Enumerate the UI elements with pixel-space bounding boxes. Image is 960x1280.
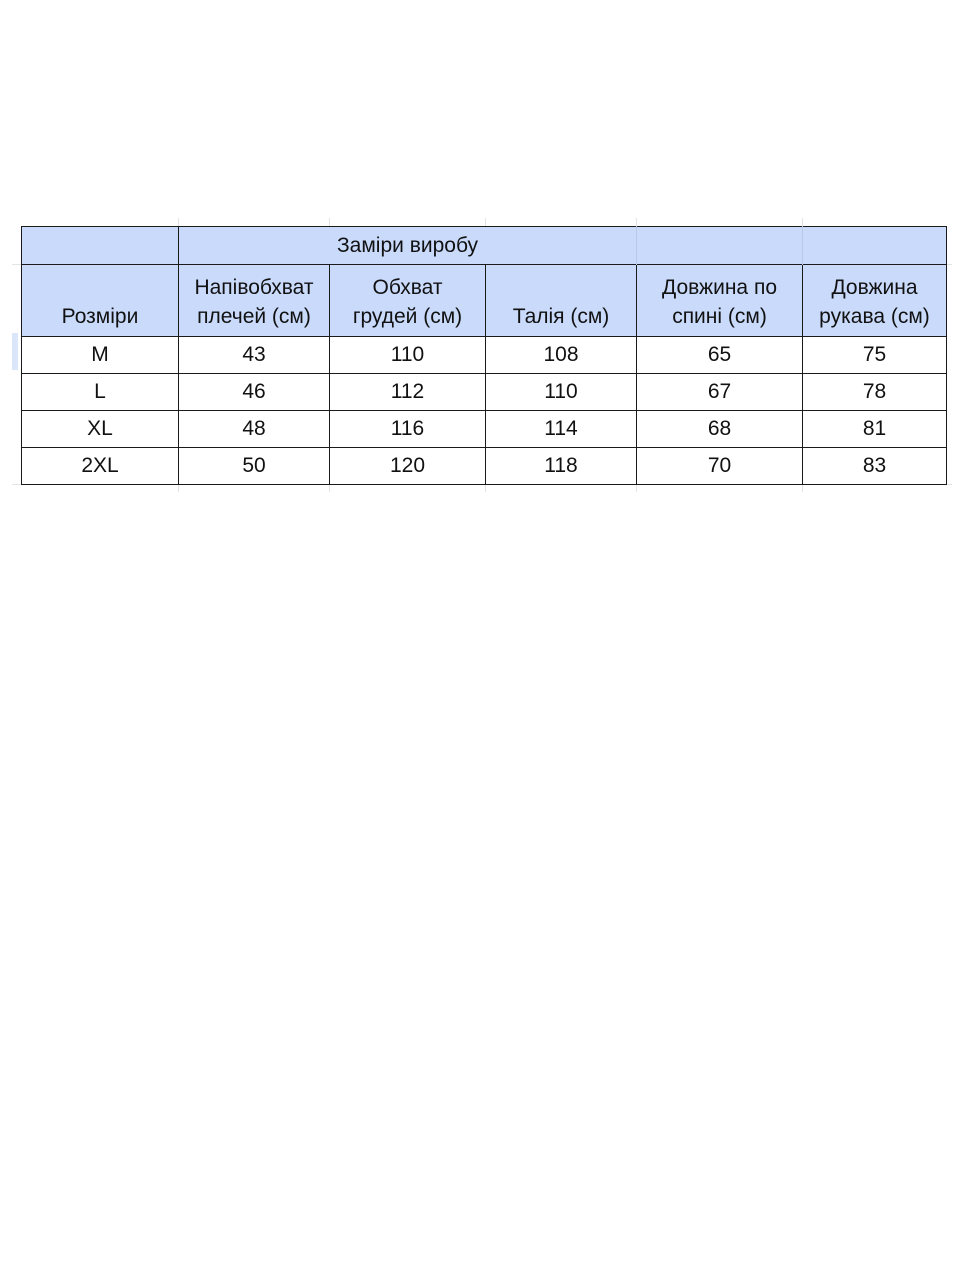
column-header-chest xyxy=(330,265,486,337)
column-header-sleeve-length xyxy=(803,265,947,337)
table-cell: 118 xyxy=(486,448,637,485)
table-cell: 114 xyxy=(486,411,637,448)
header-line: Довжина xyxy=(831,276,918,299)
group-header-cell xyxy=(179,227,637,265)
header-line: спині (см) xyxy=(672,305,767,328)
table-cell: 48 xyxy=(179,411,330,448)
size-cell: L xyxy=(22,374,179,411)
table-cell: 43 xyxy=(179,337,330,374)
group-header-row xyxy=(22,227,947,265)
group-header-label: Заміри виробу xyxy=(336,233,479,257)
header-line: плечей (см) xyxy=(197,305,311,328)
size-chart-table xyxy=(21,226,947,485)
size-cell: XL xyxy=(22,411,179,448)
column-header-shoulders xyxy=(179,265,330,337)
column-header-sizes xyxy=(22,265,179,337)
table-cell: 65 xyxy=(637,337,803,374)
group-header-empty-cell xyxy=(22,227,179,265)
table-cell: 108 xyxy=(486,337,637,374)
table-row xyxy=(22,448,947,485)
table-cell: 116 xyxy=(330,411,486,448)
group-header-empty-cell xyxy=(803,227,947,265)
table-cell: 50 xyxy=(179,448,330,485)
column-header-back-length xyxy=(637,265,803,337)
header-line: рукава (см) xyxy=(819,305,930,328)
table-cell: 46 xyxy=(179,374,330,411)
header-line: Довжина по xyxy=(662,276,777,299)
table-row xyxy=(22,374,947,411)
table-cell: 110 xyxy=(486,374,637,411)
size-cell: 2XL xyxy=(22,448,179,485)
header-line: грудей (см) xyxy=(352,305,463,328)
header-line: Розміри xyxy=(61,305,139,328)
table-row xyxy=(22,337,947,374)
table-cell: 81 xyxy=(803,411,947,448)
column-header-row xyxy=(22,265,947,337)
row-selection-marker xyxy=(12,333,18,370)
header-line: Напівобхват xyxy=(194,276,314,299)
group-header-empty-cell xyxy=(637,227,803,265)
header-line: Обхват xyxy=(372,276,443,299)
table-cell: 70 xyxy=(637,448,803,485)
column-header-waist xyxy=(486,265,637,337)
table-cell: 75 xyxy=(803,337,947,374)
table-cell: 83 xyxy=(803,448,947,485)
table-cell: 120 xyxy=(330,448,486,485)
table-cell: 68 xyxy=(637,411,803,448)
table-cell: 112 xyxy=(330,374,486,411)
header-line: Талія (см) xyxy=(512,305,610,328)
table-cell: 110 xyxy=(330,337,486,374)
table-row xyxy=(22,411,947,448)
table-cell: 67 xyxy=(637,374,803,411)
size-cell: M xyxy=(22,337,179,374)
table-cell: 78 xyxy=(803,374,947,411)
